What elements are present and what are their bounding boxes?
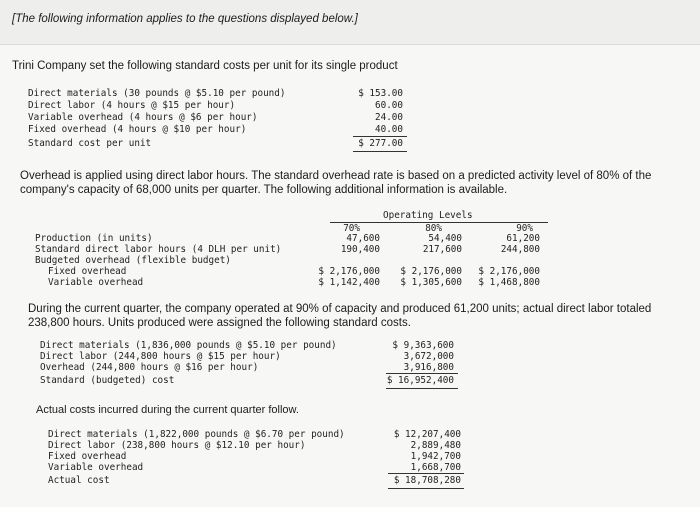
actual-cost-value: $ 12,207,400 [393, 429, 461, 440]
subtotal-rule [386, 373, 458, 374]
operating-row-value: $ 2,176,000 [400, 266, 462, 277]
actual-cost-label: Direct materials (1,822,000 pounds @ $6.70 per pound) [48, 429, 345, 440]
operating-row-value: $ 1,468,800 [478, 277, 540, 288]
standard-cost-label: Fixed overhead (4 hours @ $10 per hour) [28, 124, 247, 135]
standard-cost-total-label: Standard cost per unit [28, 138, 152, 149]
actual-cost-total-value: $ 18,708,280 [393, 475, 461, 486]
operating-row-value: $ 2,176,000 [478, 266, 540, 277]
standard-cost-value: $ 153.00 [358, 88, 403, 99]
column-header: 90% [516, 223, 533, 234]
operating-row-value: $ 2,176,000 [318, 266, 380, 277]
setup-text: Trini Company set the following standard costs per unit for its single product [12, 60, 398, 72]
operating-row-label: Production (in units) [35, 233, 153, 244]
instructions-text: [The following information applies to the questions displayed below.] [12, 13, 358, 25]
operating-row-value: $ 1,305,600 [400, 277, 462, 288]
actual-cost-value: 2,889,480 [410, 440, 461, 451]
standard-cost-label: Variable overhead (4 hours @ $6 per hour) [28, 112, 258, 123]
operating-row-label: Budgeted overhead (flexible budget) [35, 255, 231, 266]
operating-row-value: 217,600 [422, 244, 462, 255]
operating-row-value: $ 1,142,400 [318, 277, 380, 288]
standard-cost-value: 60.00 [375, 100, 403, 111]
assigned-cost-value: 3,672,000 [403, 351, 454, 362]
operating-row-value: 244,800 [500, 244, 540, 255]
assigned-cost-label: Direct materials (1,836,000 pounds @ $5.10 per pound) [40, 340, 337, 351]
operating-row-value: 54,400 [428, 233, 462, 244]
assigned-cost-total-value: $ 16,952,400 [386, 375, 454, 386]
operating-row-value: 61,200 [506, 233, 540, 244]
quarter-paragraph: During the current quarter, the company operated at 90% of capacity and produced 61,200 units; actual direct labor totaled 238,800 hours. Units produced were assigned the following standard costs. [28, 303, 652, 329]
assigned-cost-label: Overhead (244,800 hours @ $16 per hour) [40, 362, 259, 373]
total-rule [388, 488, 464, 489]
column-header: 70% [343, 223, 360, 234]
subtotal-rule [388, 473, 464, 474]
actual-cost-label: Variable overhead [48, 462, 144, 473]
actual-cost-label: Fixed overhead [48, 451, 127, 462]
assigned-cost-value: 3,916,800 [403, 362, 454, 373]
standard-cost-label: Direct labor (4 hours @ $15 per hour) [28, 100, 236, 111]
assigned-cost-label: Direct labor (244,800 hours @ $15 per hour) [40, 351, 281, 362]
operating-levels-header: Operating Levels [383, 210, 473, 221]
instructions-banner [0, 0, 700, 45]
operating-row-value: 190,400 [340, 244, 380, 255]
assigned-cost-value: $ 9,363,600 [392, 340, 454, 351]
operating-row-label: Fixed overhead [48, 266, 127, 277]
subtotal-rule [353, 136, 407, 137]
actual-cost-value: 1,942,700 [410, 451, 461, 462]
total-rule [353, 151, 407, 152]
actual-cost-total-label: Actual cost [48, 475, 110, 486]
standard-cost-label: Direct materials (30 pounds @ $5.10 per pound) [28, 88, 286, 99]
standard-cost-total-value: $ 277.00 [358, 138, 403, 149]
actual-cost-label: Direct labor (238,800 hours @ $12.10 per hour) [48, 440, 306, 451]
total-rule [386, 388, 458, 389]
actual-costs-heading: Actual costs incurred during the current quarter follow. [36, 404, 299, 416]
operating-row-label: Standard direct labor hours (4 DLH per unit) [35, 244, 282, 255]
standard-cost-value: 40.00 [375, 124, 403, 135]
operating-row-value: 47,600 [346, 233, 380, 244]
assigned-cost-total-label: Standard (budgeted) cost [40, 375, 175, 386]
actual-cost-value: 1,668,700 [410, 462, 461, 473]
column-header: 80% [425, 223, 442, 234]
operating-row-label: Variable overhead [48, 277, 144, 288]
standard-cost-value: 24.00 [375, 112, 403, 123]
overhead-paragraph: Overhead is applied using direct labor hours. The standard overhead rate is based on a predicted activity level of 80% of the company's capacity of 68,000 units per quarter. The following additional information is available. [20, 170, 652, 196]
